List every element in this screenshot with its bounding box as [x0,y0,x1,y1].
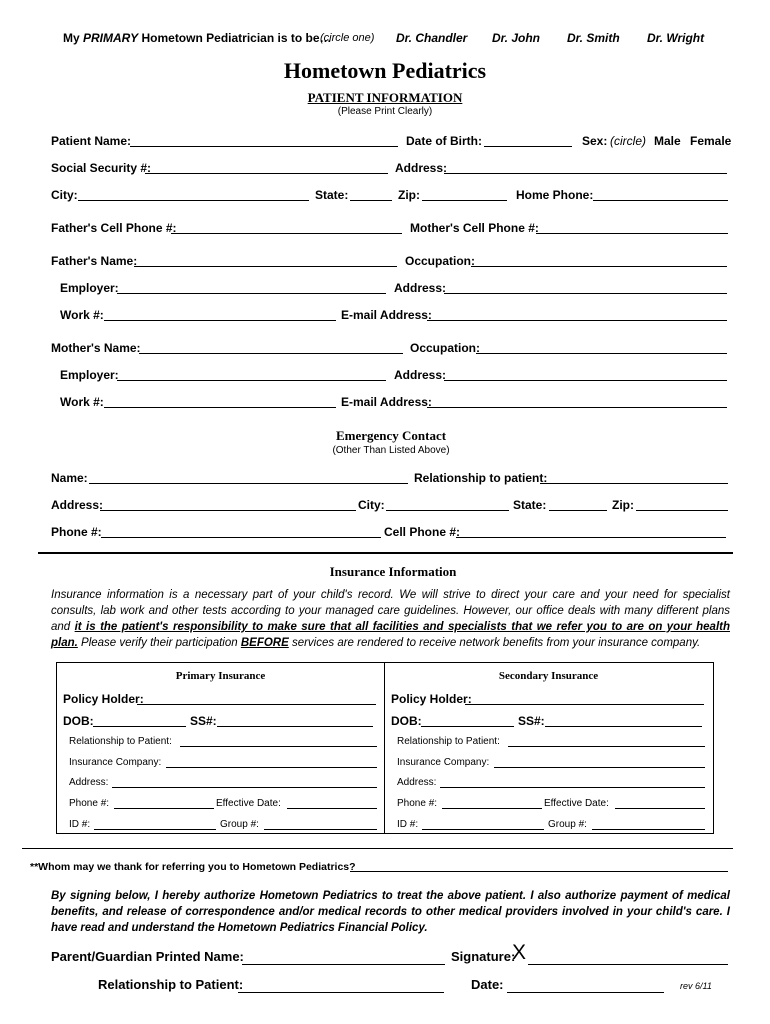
father-employer-address-label: Address: [394,281,447,295]
doctor-chandler[interactable]: Dr. Chandler [396,31,468,45]
insurance-heading: Insurance Information [329,564,457,579]
patient-name-label: Patient Name: [51,134,132,148]
mother-email-field[interactable] [427,407,727,408]
primary-relationship-field[interactable] [180,746,377,747]
secondary-company-field[interactable] [494,767,705,768]
state-field[interactable] [350,200,392,201]
address-field[interactable] [444,173,727,174]
primary-suffix: Hometown Pediatrician is to be… [138,31,332,45]
dob-field[interactable] [484,146,572,147]
secondary-phone-label: Phone #: [397,798,438,809]
father-name-label: Father's Name: [51,254,138,268]
home-phone-label: Home Phone: [516,188,594,202]
relationship-field[interactable] [238,992,444,993]
ssn-label: Social Security #: [51,161,152,175]
page-title: Hometown Pediatrics [283,58,487,83]
insurance-para-before: BEFORE [240,637,289,649]
primary-id-label: ID #: [69,819,91,830]
mother-work-field[interactable] [104,407,336,408]
secondary-effective-field[interactable] [615,808,705,809]
secondary-dob-field[interactable] [421,726,514,727]
sex-female-option[interactable]: Female [690,134,732,148]
emergency-name-field[interactable] [89,483,408,484]
authorization-statement: By signing below, I hereby authorize Hometown Pediatrics to treat the above patient. I also authorize payment of medical benefits, and release of correspondence and/or medical records to other medical providers involved in your child's care. I have read and understand the Hometown Pediatrics Financial Policy. [51,890,730,934]
primary-dob-label: DOB: [63,714,94,728]
primary-address-label: Address: [69,777,109,788]
secondary-ss-label: SS#: [518,714,545,728]
emergency-phone-label: Phone #: [51,525,102,539]
father-employer-field[interactable] [117,293,386,294]
primary-group-label: Group #: [220,819,259,830]
emergency-city-label: City: [358,498,385,512]
emergency-relationship-field[interactable] [540,483,728,484]
date-label: Date: [471,977,504,992]
secondary-phone-field[interactable] [442,808,542,809]
secondary-group-field[interactable] [592,829,705,830]
patient-name-field[interactable] [130,146,398,147]
signature-x-mark: X [512,941,527,964]
sex-label: Sex: [582,134,608,148]
emergency-address-label: Address: [51,498,104,512]
secondary-effective-label: Effective Date: [544,798,609,809]
doctor-john[interactable]: Dr. John [492,31,541,45]
emergency-city-field[interactable] [386,510,509,511]
city-label: City: [51,188,78,202]
sex-male-option[interactable]: Male [654,134,681,148]
emergency-name-label: Name: [51,471,88,485]
primary-group-field[interactable] [264,829,377,830]
primary-phone-field[interactable] [114,808,214,809]
doctor-smith[interactable]: Dr. Smith [567,31,620,45]
primary-policy-holder-field[interactable] [137,704,376,705]
primary-effective-label: Effective Date: [216,798,281,809]
father-occupation-label: Occupation: [405,254,476,268]
father-employer-label: Employer: [60,281,119,295]
emergency-address-field[interactable] [100,510,356,511]
mother-employer-label: Employer: [60,368,119,382]
guardian-name-label: Parent/Guardian Printed Name: [51,949,244,964]
primary-insurance-title: Primary Insurance [175,670,266,682]
primary-prefix: My [63,31,84,45]
secondary-ss-field[interactable] [545,726,702,727]
mother-work-label: Work #: [60,395,104,409]
insurance-para-bold: it is the patient's responsibility to make sure that all facilities and specialists that we refer you to are on your health plan. [51,621,730,649]
address-label: Address: [395,161,448,175]
city-field[interactable] [78,200,309,201]
primary-effective-field[interactable] [287,808,377,809]
father-cell-field[interactable] [171,233,402,234]
primary-phone-label: Phone #: [69,798,110,809]
emergency-cell-label: Cell Phone #: [384,525,461,539]
insurance-para-text-2: Please verify their participation [77,637,241,649]
primary-ss-label: SS#: [190,714,217,728]
mother-cell-label: Mother's Cell Phone #: [410,221,539,235]
state-label: State: [315,188,349,202]
secondary-policy-holder-label: Policy Holder: [391,692,472,706]
referral-label: **Whom may we thank for referring you to Hometown Pediatrics? [30,861,356,873]
father-work-label: Work #: [60,308,104,322]
primary-pediatrician-line [63,31,332,45]
patient-info-heading-text: PATIENT INFORMATION [307,90,463,105]
primary-ss-field[interactable] [217,726,373,727]
primary-policy-holder-label: Policy Holder: [63,692,144,706]
insurance-para-text-1: Insurance information is a necessary part of your child's record. We will strive to direct your care and your need for specialist consults, lab work and other tests according to your managed care guidelines. However, our office deals with many different plans and [51,589,730,633]
ssn-field[interactable] [145,173,388,174]
father-name-field[interactable] [134,266,397,267]
secondary-address-label: Address: [397,777,437,788]
secondary-relationship-field[interactable] [508,746,705,747]
secondary-id-label: ID #: [397,819,419,830]
primary-dob-field[interactable] [93,726,186,727]
signature-label: Signature: [451,949,516,964]
mother-name-label: Mother's Name: [51,341,141,355]
secondary-insurance-title: Secondary Insurance [498,670,599,682]
relationship-label: Relationship to Patient: [98,977,244,992]
secondary-id-field[interactable] [422,829,544,830]
emergency-zip-label: Zip: [612,498,634,512]
secondary-dob-label: DOB: [391,714,422,728]
insurance-table-divider [384,662,385,834]
referral-field[interactable] [350,871,728,872]
secondary-address-field[interactable] [440,787,705,788]
emergency-zip-field[interactable] [636,510,728,511]
doctor-wright[interactable]: Dr. Wright [647,31,705,45]
signature-field[interactable] [528,964,728,965]
guardian-name-field[interactable] [242,964,445,965]
primary-relationship-label: Relationship to Patient: [69,736,172,747]
mother-occupation-field[interactable] [476,353,727,354]
secondary-group-label: Group #: [548,819,587,830]
father-cell-label: Father's Cell Phone #: [51,221,177,235]
primary-word: PRIMARY [83,31,139,45]
zip-label: Zip: [398,188,420,202]
primary-address-field[interactable] [112,787,377,788]
mother-email-label: E-mail Address: [341,395,432,409]
sex-circle-hint: (circle) [610,134,646,148]
home-phone-field[interactable] [593,200,728,201]
dob-label: Date of Birth: [406,134,482,148]
father-occupation-field[interactable] [471,266,727,267]
father-work-field[interactable] [104,320,336,321]
primary-company-label: Insurance Company: [69,757,162,768]
secondary-relationship-label: Relationship to Patient: [397,736,500,747]
referral-divider [22,848,733,849]
primary-company-field[interactable] [166,767,377,768]
date-field[interactable] [507,992,664,993]
mother-name-field[interactable] [139,353,403,354]
primary-id-field[interactable] [94,829,216,830]
secondary-company-label: Insurance Company: [397,757,490,768]
mother-employer-address-field[interactable] [444,380,727,381]
father-email-field[interactable] [427,320,727,321]
mother-cell-field[interactable] [536,233,728,234]
section-divider [38,552,733,554]
secondary-policy-holder-field[interactable] [465,704,704,705]
print-clearly-note: (Please Print Clearly) [337,106,433,117]
insurance-paragraph [51,587,730,651]
father-email-label: E-mail Address: [341,308,432,322]
mother-employer-field[interactable] [117,380,386,381]
emergency-state-label: State: [513,498,547,512]
emergency-phone-field[interactable] [101,537,381,538]
mother-employer-address-label: Address: [394,368,447,382]
emergency-state-field[interactable] [549,510,607,511]
zip-field[interactable] [422,200,507,201]
revision-note: rev 6/11 [680,981,712,991]
insurance-para-text-3: services are rendered to receive network benefits from your insurance company. [288,637,701,649]
mother-occupation-label: Occupation: [410,341,481,355]
circle-one-hint: (circle one) [320,32,375,44]
emergency-relationship-label: Relationship to patient: [414,471,548,485]
emergency-subheading: (Other Than Listed Above) [332,445,450,456]
emergency-cell-field[interactable] [456,537,726,538]
father-employer-address-field[interactable] [444,293,727,294]
patient-info-heading [0,89,770,107]
emergency-heading: Emergency Contact [335,428,447,443]
